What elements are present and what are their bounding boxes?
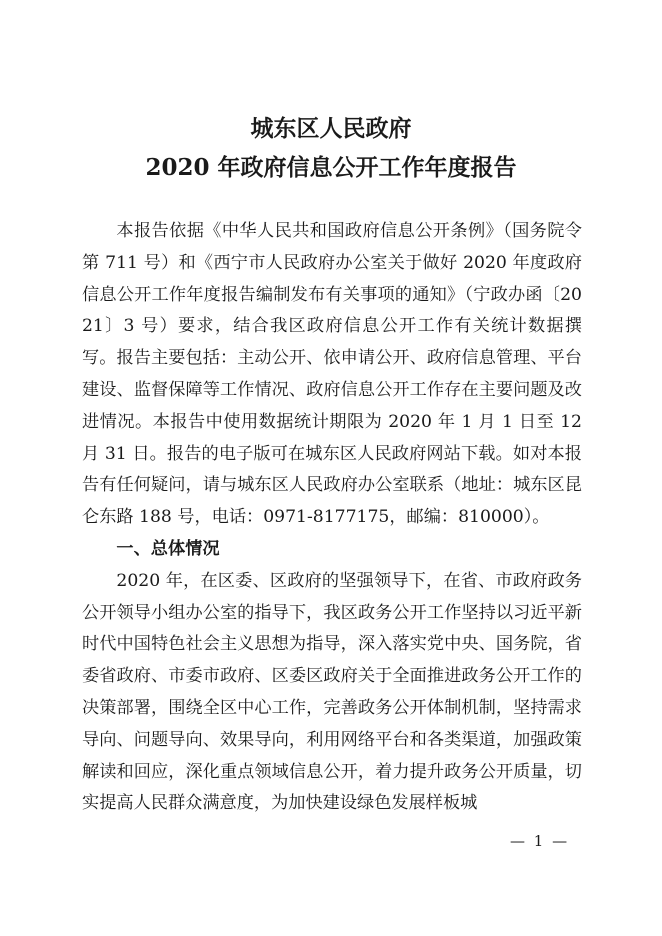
section-1-paragraph: 2020 年，在区委、区政府的坚强领导下，在省、市政府政务公开领导小组办公室的指导下，我区政务公开工作坚持以习近平新时代中国特色社会主义思想为指导，深入落实党中央、国务院，省委省政府、市委市政府、区委区政府关于全面推进政务公开工作的决策部署，围绕全区中心工作，完善政务公开体制机制，坚持需求导向、问题导向、效果导向，利用网络平台和各类渠道，加强政策解读和回应，深化重点领域信息公开，着力提升政务公开质量，切实提高人民群众满意度，为加快建设绿色发展样板城 <box>82 570 582 814</box>
document-title: 城东区人民政府 <box>250 115 412 142</box>
section-1-heading: 一、总体情况 <box>116 538 220 559</box>
document-body <box>82 216 582 820</box>
document-subtitle: 2020 年政府信息公开工作年度报告 <box>145 154 517 181</box>
page-number: — 1 — <box>510 832 570 850</box>
intro-paragraph: 本报告依据《中华人民共和国政府信息公开条例》（国务院令第 711 号）和《西宁市人民政府办公室关于做好 2020 年度政府信息公开工作年度报告编制发布有关事项的通知》（宁政办函〔2021〕3 号）要求，结合我区政府信息公开工作有关统计数据撰写。报告主要包括：主动公开、依申请公开、政府信息管理、平台建设、监督保障等工作情况、政府信息公开工作存在主要问题及改进情况。本报告中使用数据统计期限为 2020 年 1 月 1 日至 12 月 31 日。报告的电子版可在城东区人民政府网站下载。如对本报告有任何疑问，请与城东区人民政府办公室联系（地址：城东区昆仑东路 188 号，电话：0971-8177175，邮编：810000）。 <box>82 221 582 528</box>
